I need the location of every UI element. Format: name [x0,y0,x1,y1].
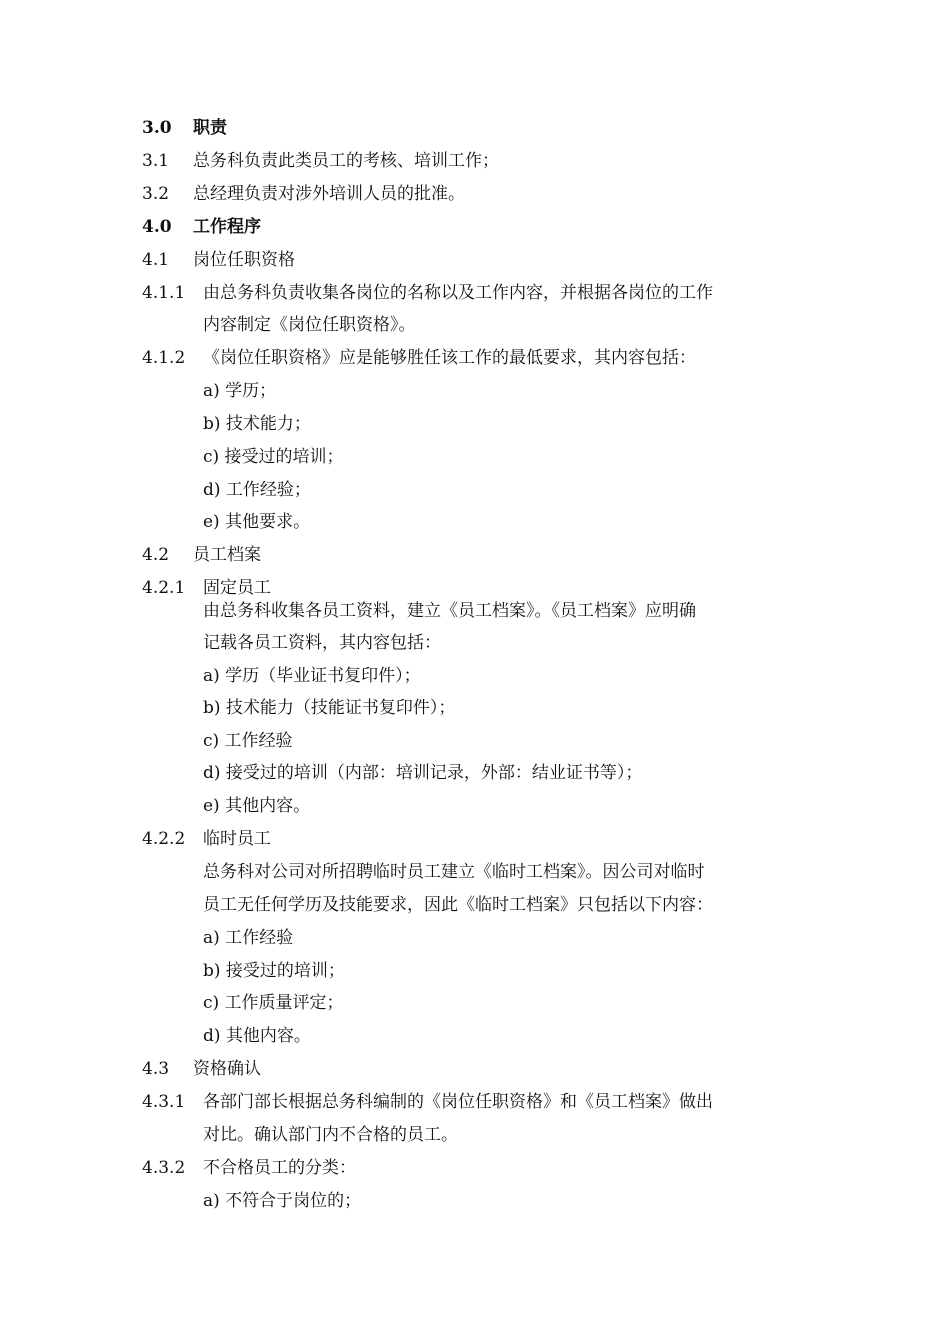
clause-text: 各部门部长根据总务科编制的《岗位任职资格》和《员工档案》做出 [203,1092,713,1112]
section-title: 工作程序 [193,217,261,237]
clause-number: 4.2.2 [142,829,186,849]
clause-text-cont: 对比。确认部门内不合格的员工。 [203,1125,458,1145]
list-item: c) 工作经验 [203,731,293,751]
subsection-title: 岗位任职资格 [193,250,295,270]
list-item: c) 接受过的培训； [203,447,344,467]
list-item: d) 工作经验； [203,480,311,500]
list-item: a) 学历； [203,381,277,401]
clause-text: 总务科对公司对所招聘临时员工建立《临时工档案》。因公司对临时 [203,862,705,882]
list-item: b) 接受过的培训； [203,961,345,981]
subsection-title: 资格确认 [193,1059,261,1079]
clause-text-cont: 记载各员工资料，其内容包括： [203,633,441,653]
subsection-number: 4.3 [142,1059,170,1079]
list-item: d) 其他内容。 [203,1026,311,1046]
item-number: 3.1 [142,151,170,171]
clause-number: 4.1.2 [142,348,186,368]
list-item: e) 其他内容。 [203,796,311,816]
subsection-number: 4.1 [142,250,170,270]
item-number: 3.2 [142,184,170,204]
clause-number: 4.3.1 [142,1092,186,1112]
clause-text: 由总务科负责收集各岗位的名称以及工作内容，并根据各岗位的工作 [203,283,713,303]
section-number: 3.0 [142,118,172,138]
item-text: 总务科负责此类员工的考核、培训工作； [193,151,499,171]
section-number: 4.0 [142,217,172,237]
clause-text: 不合格员工的分类： [203,1158,356,1178]
subsection-title: 员工档案 [193,545,261,565]
list-item: a) 工作经验 [203,928,294,948]
clause-title: 固定员工 [203,578,271,598]
section-title: 职责 [193,118,227,138]
clause-text: 《岗位任职资格》应是能够胜任该工作的最低要求，其内容包括： [203,348,696,368]
list-item: e) 其他要求。 [203,512,311,532]
clause-number: 4.3.2 [142,1158,186,1178]
clause-number: 4.1.1 [142,283,186,303]
list-item: a) 学历（毕业证书复印件）； [203,666,421,686]
clause-text-cont: 内容制定《岗位任职资格》。 [203,315,416,335]
item-text: 总经理负责对涉外培训人员的批准。 [193,184,465,204]
clause-text: 由总务科收集各员工资料，建立《员工档案》。《员工档案》应明确 [203,601,696,621]
clause-text-cont: 员工无任何学历及技能要求，因此《临时工档案》只包括以下内容： [203,895,713,915]
subsection-number: 4.2 [142,545,170,565]
list-item: a) 不符合于岗位的； [203,1191,362,1211]
list-item: b) 技术能力（技能证书复印件）； [203,698,456,718]
list-item: d) 接受过的培训（内部：培训记录，外部：结业证书等）； [203,763,643,783]
list-item: b) 技术能力； [203,414,311,434]
clause-title: 临时员工 [203,829,271,849]
clause-number: 4.2.1 [142,578,186,598]
list-item: c) 工作质量评定； [203,993,344,1013]
